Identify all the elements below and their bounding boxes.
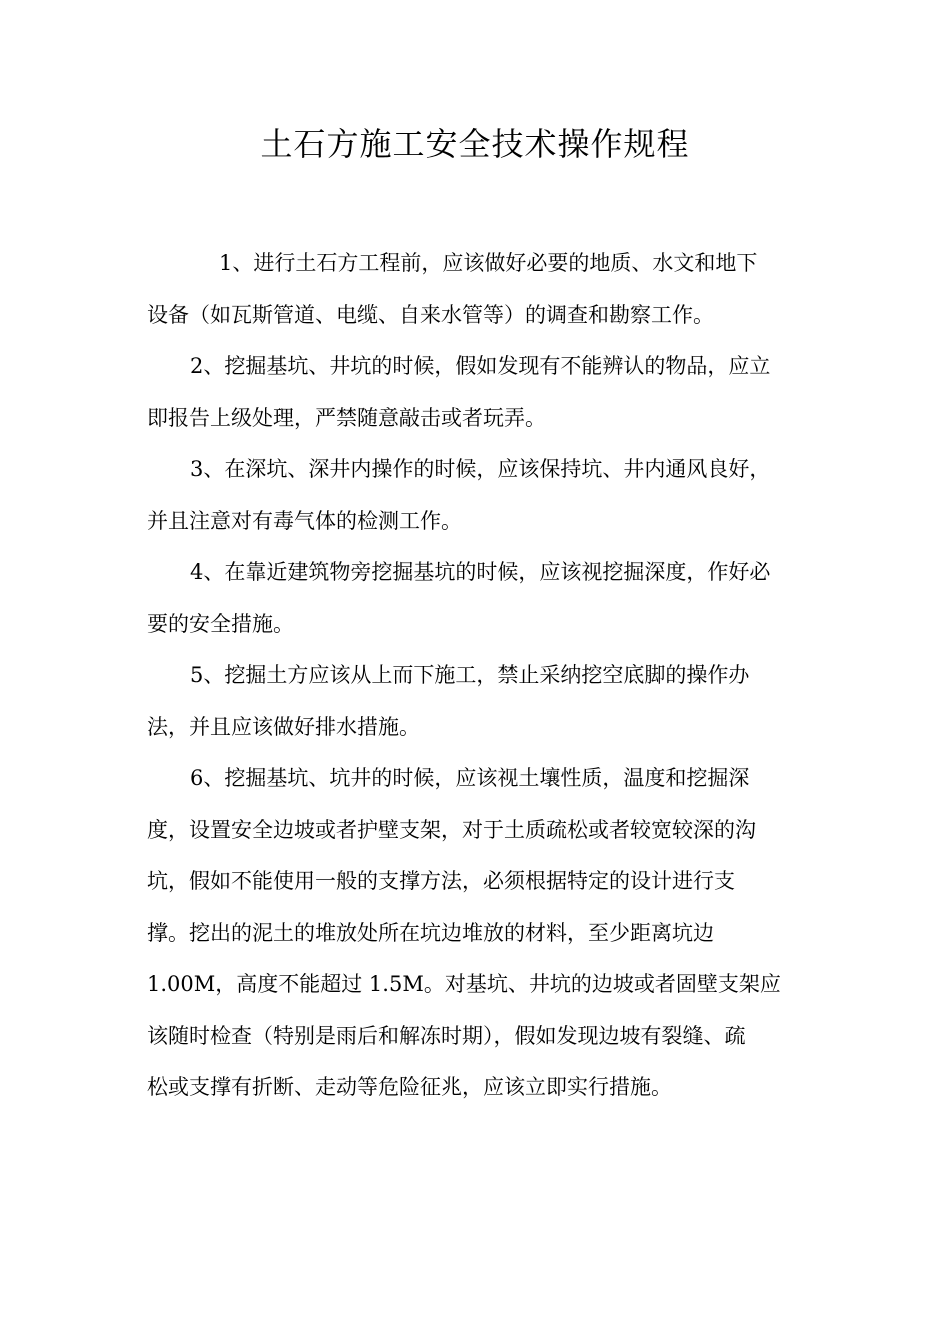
- paragraph-line: 5、挖掘土方应该从上而下施工，禁止采纳挖空底脚的操作办: [190, 663, 750, 687]
- paragraph-3: [147, 446, 807, 549]
- paragraph-5: [147, 652, 807, 755]
- paragraph-line: 坑，假如不能使用一般的支撑方法，必须根据特定的设计进行支: [147, 869, 735, 893]
- paragraph-line: 要的安全措施。: [147, 611, 294, 636]
- paragraph-1: [147, 240, 807, 343]
- paragraph-line: 并且注意对有毒气体的检测工作。: [147, 508, 462, 533]
- paragraph-2: [147, 343, 807, 446]
- paragraph-line: 设备（如瓦斯管道、电缆、自来水管等）的调查和勘察工作。: [147, 302, 714, 327]
- paragraph-line: 4、在靠近建筑物旁挖掘基坑的时候，应该视挖掘深度，作好必: [190, 560, 771, 584]
- document-body: [147, 240, 807, 1116]
- paragraph-line: 2、挖掘基坑、井坑的时候，假如发现有不能辨认的物品，应立: [190, 354, 771, 378]
- paragraph-line: 法，并且应该做好排水措施。: [147, 714, 420, 739]
- paragraph-line: 该随时检查（特别是雨后和解冻时期），假如发现边坡有裂缝、疏: [147, 1023, 746, 1048]
- paragraph-line: 度，设置安全边坡或者护壁支架，对于土质疏松或者较宽较深的沟: [147, 817, 756, 842]
- document-title: 土石方施工安全技术操作规程: [260, 125, 690, 163]
- paragraph-line: 撑。挖出的泥土的堆放处所在坑边堆放的材料，至少距离坑边: [147, 920, 714, 945]
- paragraph-line: 3、在深坑、深井内操作的时候，应该保持坑、井内通风良好，: [190, 457, 771, 481]
- paragraph-line: 即报告上级处理，严禁随意敲击或者玩弄。: [147, 405, 546, 430]
- paragraph-line: 6、挖掘基坑、坑井的时候，应该视土壤性质，温度和挖掘深: [190, 766, 750, 790]
- paragraph-line: 1、进行土石方工程前，应该做好必要的地质、水文和地下: [219, 251, 758, 275]
- paragraph-line: 松或支撑有折断、走动等危险征兆，应该立即实行措施。: [147, 1075, 672, 1099]
- paragraph-line: 1.00M，高度不能超过 1.5M。对基坑、井坑的边坡或者固壁支架应: [147, 972, 781, 996]
- paragraph-6: [147, 755, 807, 1116]
- paragraph-4: [147, 549, 807, 652]
